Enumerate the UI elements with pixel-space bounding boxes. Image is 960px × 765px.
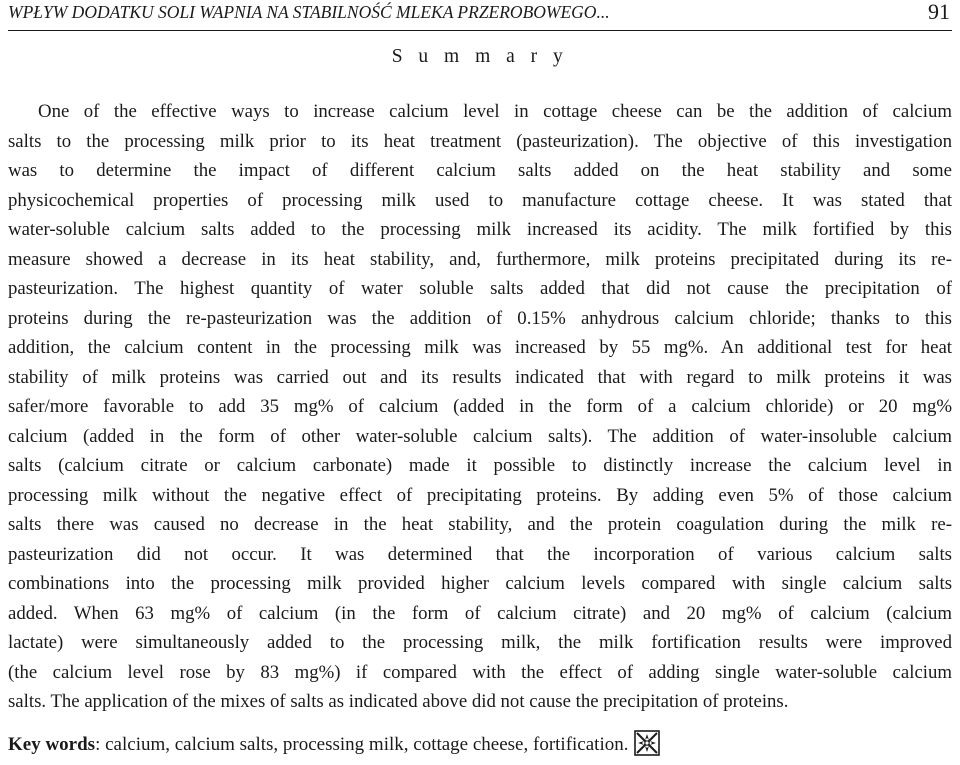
abstract-line: salts. The application of the mixes of salts as indicated above did not cause the precipitation of proteins. <box>8 691 789 712</box>
running-title: WPŁYW DODATKU SOLI WAPNIA NA STABILNOŚĆ MLEKA PRZEROBOWEGO... <box>8 2 610 22</box>
ornamental-end-mark-icon <box>634 730 660 756</box>
journal-page <box>8 0 952 758</box>
abstract-line: stability of milk proteins was carried out and its results indicated that with regard to milk proteins it was <box>8 366 952 388</box>
abstract-line: processing milk without the negative effect of precipitating proteins. By adding even 5% of those calcium <box>8 484 952 506</box>
abstract-line: calcium (added in the form of other water-soluble calcium salts). The addition of water-insoluble calcium <box>8 425 952 447</box>
abstract-line: safer/more favorable to add 35 mg% of calcium (added in the form of a calcium chloride) or 20 mg% <box>8 396 952 417</box>
abstract-line: pasteurization did not occur. It was determined that the incorporation of various calcium salts <box>8 543 952 565</box>
abstract-line: lactate) were simultaneously added to the processing milk, the milk fortification results were improved <box>8 632 952 653</box>
abstract-line: One of the effective ways to increase calcium level in cottage cheese can be the addition of calcium <box>38 101 952 122</box>
abstract-line: addition, the calcium content in the processing milk was increased by 55 mg%. An additional test for heat <box>8 337 952 358</box>
abstract-line: pasteurization. The highest quantity of water soluble salts added that did not cause the precipitation of <box>8 278 952 299</box>
summary-heading: S u m m a r y <box>391 46 569 67</box>
running-header <box>8 0 952 31</box>
abstract-line: measure showed a decrease in its heat stability, and, furthermore, milk proteins precipitated during its re- <box>8 248 952 270</box>
abstract-line: combinations into the processing milk provided higher calcium levels compared with single calcium salts <box>8 573 952 594</box>
abstract-line: added. When 63 mg% of calcium (in the form of calcium citrate) and 20 mg% of calcium (calcium <box>8 602 952 624</box>
abstract-line: physicochemical properties of processing milk used to manufacture cottage cheese. It was stated that <box>8 189 952 211</box>
abstract-line: (the calcium level rose by 83 mg%) if compared with the effect of adding single water-soluble calcium <box>8 661 952 683</box>
keywords-text: calcium, calcium salts, processing milk, cottage cheese, fortification. <box>105 734 629 755</box>
abstract-line: salts (calcium citrate or calcium carbonate) made it possible to distinctly increase the calcium level in <box>8 455 952 476</box>
abstract-line: was to determine the impact of different calcium salts added on the heat stability and some <box>8 160 952 181</box>
abstract-line: salts there was caused no decrease in the heat stability, and the protein coagulation during the milk re- <box>8 514 952 535</box>
abstract-line: salts to the processing milk prior to its heat treatment (pasteurization). The objective of this investigation <box>8 130 952 152</box>
abstract-line: water-soluble calcium salts added to the processing milk increased its acidity. The milk fortified by this <box>8 219 952 240</box>
abstract-line: proteins during the re-pasteurization was the addition of 0.15% anhydrous calcium chloride; thanks to this <box>8 307 952 329</box>
summary-abstract <box>8 97 952 717</box>
keywords-separator: : <box>95 734 106 755</box>
page-number: 91 <box>928 0 950 24</box>
keywords-label: Key words <box>8 734 96 755</box>
keywords-line <box>8 730 660 759</box>
